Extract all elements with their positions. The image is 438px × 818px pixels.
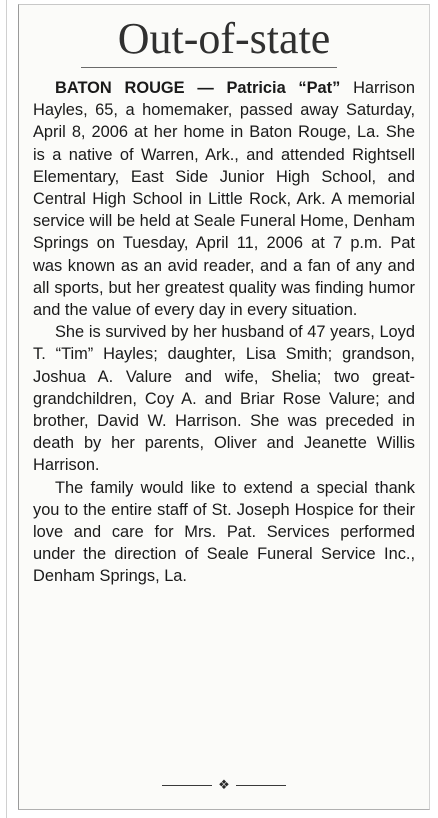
heading-rule xyxy=(81,67,337,68)
paragraph-2: She is survived by her husband of 47 years, Loyd T. “Tim” Hayles; daughter, Lisa Smith; grandson, Joshua A. Valure and wife, Shelia; two great-grandchildren, Coy A. and Briar Rose Valure; and brother, David W. Harrison. She was preceded in death by her parents, Oliver and Jeanette Willis Harrison. xyxy=(33,323,415,475)
diamond-ornament-icon: ❖ xyxy=(218,777,230,793)
dateline: BATON ROUGE — Patricia “Pat” xyxy=(55,79,341,97)
paragraph-1-text: Harrison Hayles, 65, a homemaker, passed away Saturday, April 8, 2006 at her home in Baton Rouge, La. She is a native of Warren, Ark., and attended Rightsell Elementary, East Side Junior High School, and Central High School in Little Rock, Ark. A memorial service will be held at Seale Funeral Home, Denham Springs on Tuesday, April 11, 2006 at 7 p.m. Pat was known as an avid reader, and a fan of any and all sports, but her greatest quality was finding humor and the value of every day in every situation. xyxy=(33,79,416,320)
end-ornament xyxy=(19,775,429,795)
paragraph-3: The family would like to extend a special thank you to the entire staff of St. Joseph Hospice for their love and care for Mrs. Pat. Services performed under the direction of Seale Funeral Service Inc., Denham Springs, La. xyxy=(33,478,415,586)
section-heading: Out-of-state xyxy=(117,14,331,63)
ornament-line-right xyxy=(236,785,286,786)
scan-edge xyxy=(6,0,7,818)
obituary-body xyxy=(33,77,415,588)
ornament-line-left xyxy=(162,785,212,786)
paragraph-1 xyxy=(33,77,415,321)
obituary-clipping xyxy=(18,4,430,810)
